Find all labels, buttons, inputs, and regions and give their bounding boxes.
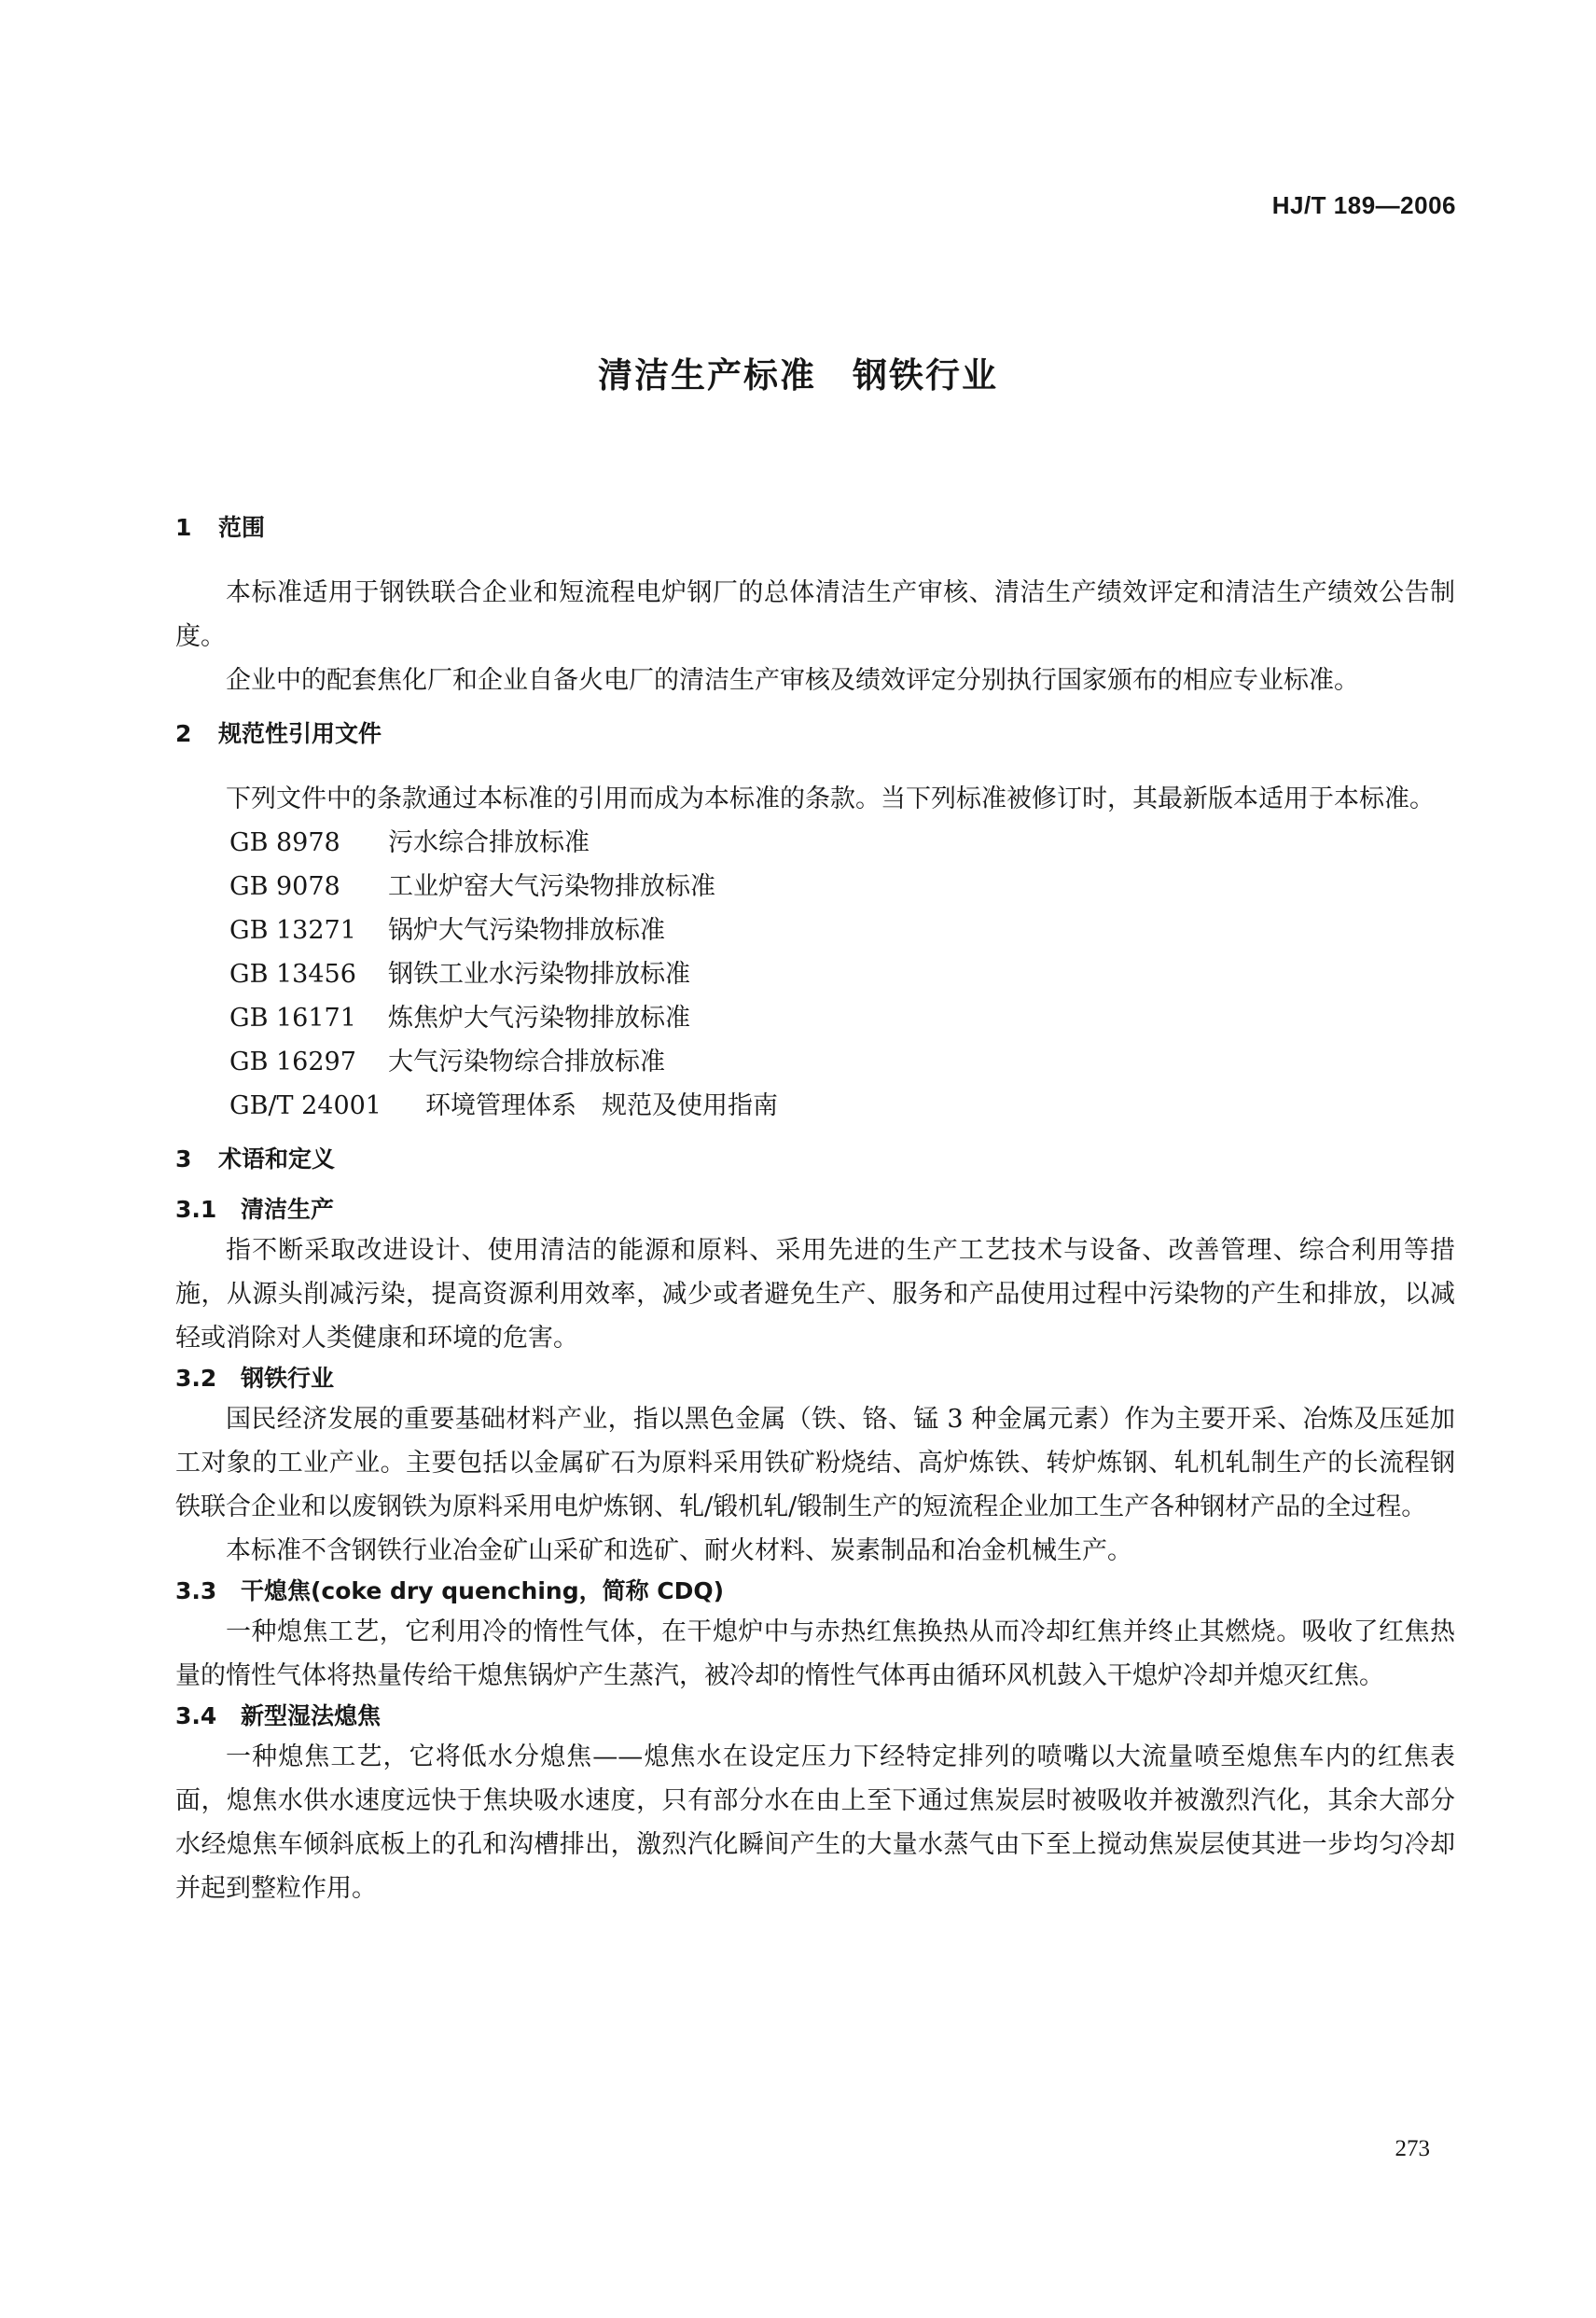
section-2-intro: 下列文件中的条款通过本标准的引用而成为本标准的条款。当下列标准被修订时，其最新版本适用于本标准。 [226, 784, 1435, 813]
section-number: 2 [175, 720, 192, 747]
term-3-2-note: 本标准不含钢铁行业冶金矿山采矿和选矿、耐火材料、炭素制品和冶金机械生产。 [226, 1536, 1132, 1565]
term-number: 3.3 [175, 1577, 217, 1604]
reference-item: GB 9078 工业炉窑大气污染物排放标准 [229, 872, 715, 901]
term-3-4-definition: 一种熄焦工艺，它将低水分熄焦——熄焦水在设定压力下经特定排列的喷嘴以大流量喷至熄焦车内的红焦表面，熄焦水供水速度远快于焦块吸水速度，只有部分水在由上至下通过焦炭层时被吸收并被激烈汽化，其余大部分水经熄焦车倾斜底板上的孔和沟槽排出，激烈汽化瞬间产生的大量水蒸气由下至上搅动焦炭层使其进一步均匀冷却并起到整粒作用。 [175, 1742, 1455, 1903]
term-3-1-definition: 指不断采取改进设计、使用清洁的能源和原料、采用先进的生产工艺技术与设备、改善管理、综合利用等措施，从源头削减污染，提高资源利用效率，减少或者避免生产、服务和产品使用过程中污染物的产生和排放，以减轻或消除对人类健康和环境的危害。 [175, 1236, 1455, 1353]
reference-item: GB 8978 污水综合排放标准 [229, 828, 590, 857]
section-title: 范围 [218, 514, 266, 541]
term-number: 3.4 [175, 1702, 217, 1729]
section-title: 规范性引用文件 [218, 720, 382, 747]
reference-item: GB 16171 炼焦炉大气污染物排放标准 [229, 1004, 690, 1033]
term-number: 3.2 [175, 1365, 217, 1392]
term-title: 干熄焦(coke dry quenching，简称 CDQ) [241, 1577, 725, 1604]
section-1-paragraph-1: 本标准适用于钢铁联合企业和短流程电炉钢厂的总体清洁生产审核、清洁生产绩效评定和清洁生产绩效公告制度。 [175, 578, 1455, 651]
reference-item: GB 13271 锅炉大气污染物排放标准 [229, 916, 665, 945]
term-title: 新型湿法熄焦 [241, 1702, 382, 1729]
section-number: 1 [175, 514, 192, 541]
section-1-heading [175, 509, 1455, 547]
term-3-2-definition: 国民经济发展的重要基础材料产业，指以黑色金属（铁、铬、锰 3 种金属元素）作为主要开采、冶炼及压延加工对象的工业产业。主要包括以金属矿石为原料采用铁矿粉烧结、高炉炼铁、转炉炼钢、轧机轧制生产的长流程钢铁联合企业和以废钢铁为原料采用电炉炼钢、轧/锻机轧/锻制生产的短流程企业加工生产各种钢材产品的全过程。 [175, 1405, 1455, 1521]
section-1-paragraph-2: 企业中的配套焦化厂和企业自备火电厂的清洁生产审核及绩效评定分别执行国家颁布的相应专业标准。 [226, 666, 1359, 695]
document-body [175, 509, 1455, 1910]
section-title: 术语和定义 [218, 1145, 336, 1173]
section-number: 3 [175, 1145, 192, 1173]
standard-code: HJ/T 189—2006 [1271, 191, 1456, 219]
page-number: 273 [1395, 2136, 1430, 2161]
section-3-heading [175, 1141, 1455, 1178]
term-title: 清洁生产 [241, 1196, 335, 1223]
section-2-heading [175, 715, 1455, 753]
term-3-4-heading [175, 1698, 1455, 1735]
reference-item: GB 13456 钢铁工业水污染物排放标准 [229, 960, 690, 989]
term-3-2-heading [175, 1360, 1455, 1397]
term-number: 3.1 [175, 1196, 217, 1223]
reference-item: GB 16297 大气污染物综合排放标准 [229, 1048, 665, 1076]
term-3-1-heading [175, 1191, 1455, 1228]
term-title: 钢铁行业 [241, 1365, 335, 1392]
term-3-3-heading [175, 1573, 1455, 1610]
reference-item: GB/T 24001 环境管理体系 规范及使用指南 [229, 1091, 778, 1120]
reference-list [175, 821, 1455, 1128]
document-title: 清洁生产标准 钢铁行业 [598, 355, 998, 396]
term-3-3-definition: 一种熄焦工艺，它利用冷的惰性气体，在干熄炉中与赤热红焦换热从而冷却红焦并终止其燃烧。吸收了红焦热量的惰性气体将热量传给干熄焦锅炉产生蒸汽，被冷却的惰性气体再由循环风机鼓入干熄炉冷却并熄灭红焦。 [175, 1617, 1455, 1690]
